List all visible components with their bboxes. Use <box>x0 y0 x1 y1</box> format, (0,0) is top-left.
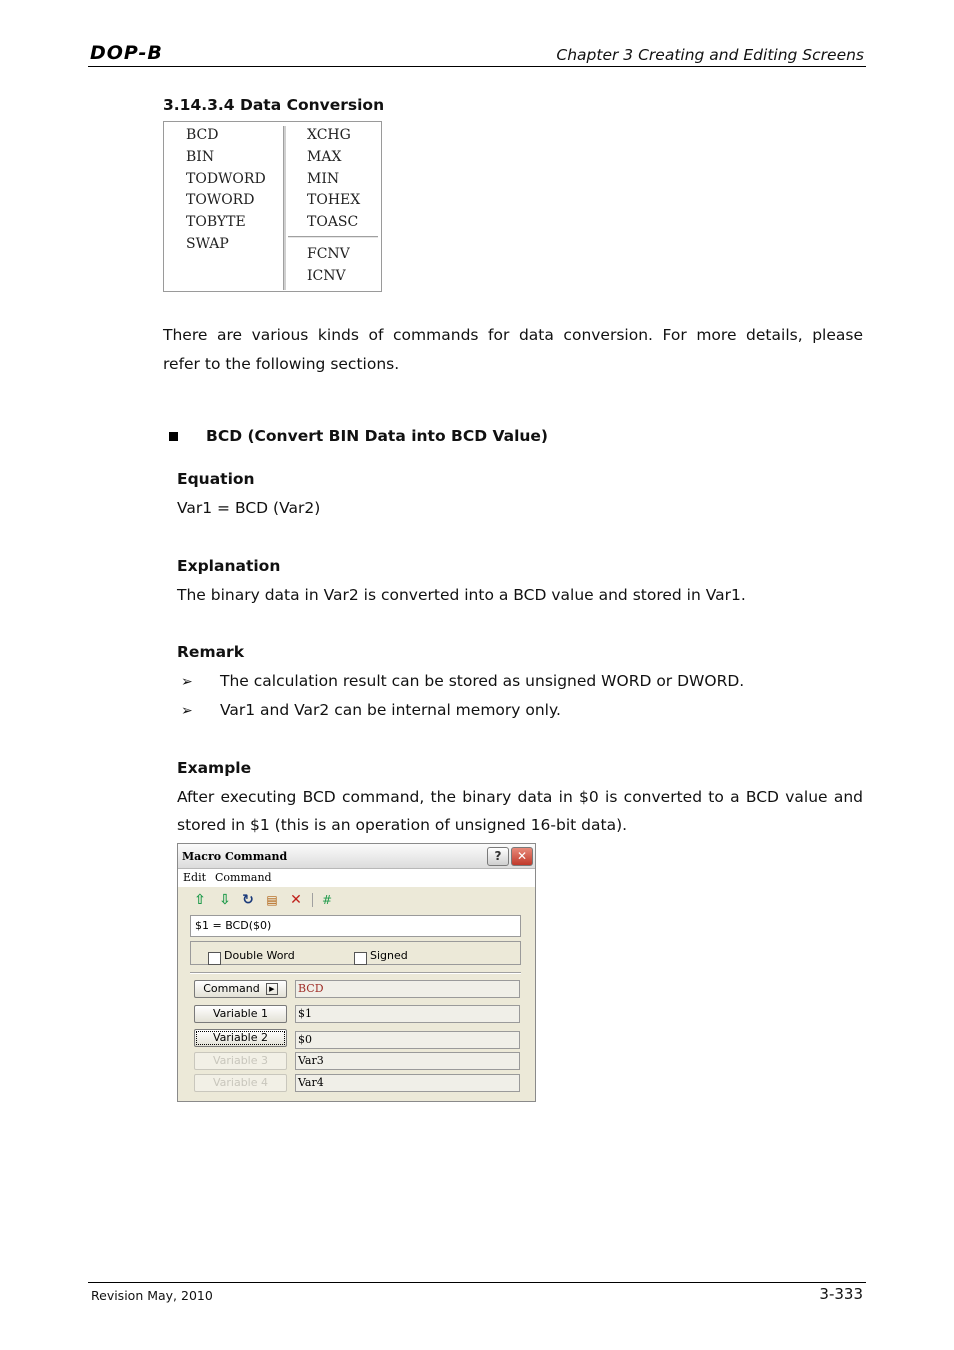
refresh-icon[interactable]: ↻ <box>242 892 254 908</box>
dop-b-logo: DOP-B <box>90 42 163 64</box>
command-item[interactable]: FCNV <box>307 246 350 262</box>
remark-item-2: Var1 and Var2 can be internal memory only. <box>220 701 561 719</box>
menu-bar <box>178 869 535 887</box>
command-item[interactable]: TODWORD <box>186 170 266 187</box>
chapter-title: Chapter 3 Creating and Editing Screens <box>556 46 864 64</box>
move-down-icon[interactable]: ⇩ <box>219 892 231 908</box>
square-bullet-icon <box>169 432 178 441</box>
arrow-bullet-icon: ➢ <box>181 674 193 690</box>
command-item[interactable]: SWAP <box>186 235 229 252</box>
command-item[interactable]: BIN <box>186 148 215 165</box>
help-button[interactable]: ? <box>487 847 509 866</box>
example-line-1: After executing BCD command, the binary data in $0 is converted to a BCD value and <box>177 788 863 806</box>
page-number: 3-333 <box>819 1285 863 1303</box>
variable-1-button[interactable]: Variable 1 <box>194 1005 287 1023</box>
bcd-heading: BCD (Convert BIN Data into BCD Value) <box>206 427 549 445</box>
command-list-right-bottom <box>307 244 350 288</box>
variable-3-field: Var3 <box>295 1052 520 1070</box>
macro-command-dialog <box>177 843 536 1102</box>
command-item[interactable]: XCHG <box>307 127 351 143</box>
command-list-right-column <box>307 125 360 234</box>
example-label: Example <box>177 759 252 777</box>
variable-1-field[interactable]: $1 <box>295 1005 520 1023</box>
explanation-label: Explanation <box>177 557 281 575</box>
hash-icon[interactable]: # <box>321 893 333 907</box>
remark-item-1: The calculation result can be stored as unsigned WORD or DWORD. <box>220 672 745 690</box>
intro-line-2: refer to the following sections. <box>163 355 400 373</box>
double-word-checkbox[interactable] <box>208 952 221 965</box>
dropdown-arrow-icon[interactable]: ▶ <box>266 983 278 995</box>
explanation-text: The binary data in Var2 is converted into a BCD value and stored in Var1. <box>177 586 746 604</box>
variable-2-field[interactable]: $0 <box>295 1031 520 1049</box>
command-selector-button[interactable] <box>194 980 287 998</box>
command-item[interactable]: ICNV <box>307 267 346 284</box>
command-item[interactable]: TOHEX <box>307 192 361 209</box>
menu-edit[interactable]: Edit <box>183 871 207 884</box>
toolbar <box>178 889 535 911</box>
toolbar-separator <box>312 893 313 907</box>
dialog-title: Macro Command <box>182 850 288 863</box>
equation-text: Var1 = BCD (Var2) <box>177 499 321 517</box>
save-icon[interactable]: ▤ <box>266 893 278 907</box>
revision-date: Revision May, 2010 <box>91 1288 213 1303</box>
command-button-label: Command <box>203 982 260 995</box>
group-divider <box>288 236 378 238</box>
menu-command[interactable]: Command <box>215 871 272 884</box>
intro-line-1: There are various kinds of commands for data conversion. For more details, please <box>163 326 863 344</box>
command-value-field[interactable]: BCD <box>295 980 520 998</box>
variable-2-button[interactable]: Variable 2 <box>194 1029 287 1047</box>
equation-label: Equation <box>177 470 255 488</box>
dialog-separator <box>190 972 521 974</box>
header-rule <box>88 66 866 67</box>
remark-label: Remark <box>177 643 245 661</box>
command-item[interactable]: TOASC <box>307 214 359 231</box>
signed-label: Signed <box>370 949 408 962</box>
data-conversion-command-list <box>163 121 382 292</box>
command-item[interactable]: MIN <box>307 170 340 187</box>
dialog-titlebar[interactable] <box>178 844 535 869</box>
variable-3-button: Variable 3 <box>194 1052 287 1070</box>
move-up-icon[interactable]: ⇧ <box>194 892 206 908</box>
section-title: 3.14.3.4 Data Conversion <box>163 96 385 114</box>
expression-input[interactable]: $1 = BCD($0) <box>190 915 521 937</box>
example-line-2: stored in $1 (this is an operation of unsigned 16-bit data). <box>177 816 628 834</box>
column-divider <box>283 126 286 290</box>
delete-icon[interactable]: ✕ <box>290 892 302 908</box>
double-word-label: Double Word <box>224 949 295 962</box>
command-item[interactable]: TOBYTE <box>186 214 246 231</box>
command-list-left-column <box>186 125 266 256</box>
close-button[interactable]: ✕ <box>511 847 533 866</box>
arrow-bullet-icon: ➢ <box>181 703 193 719</box>
footer-rule <box>88 1282 866 1283</box>
command-item[interactable]: BCD <box>186 127 219 143</box>
variable-4-button: Variable 4 <box>194 1074 287 1092</box>
signed-checkbox[interactable] <box>354 952 367 965</box>
command-item[interactable]: MAX <box>307 148 342 165</box>
command-item[interactable]: TOWORD <box>186 192 255 209</box>
variable-4-field: Var4 <box>295 1074 520 1092</box>
